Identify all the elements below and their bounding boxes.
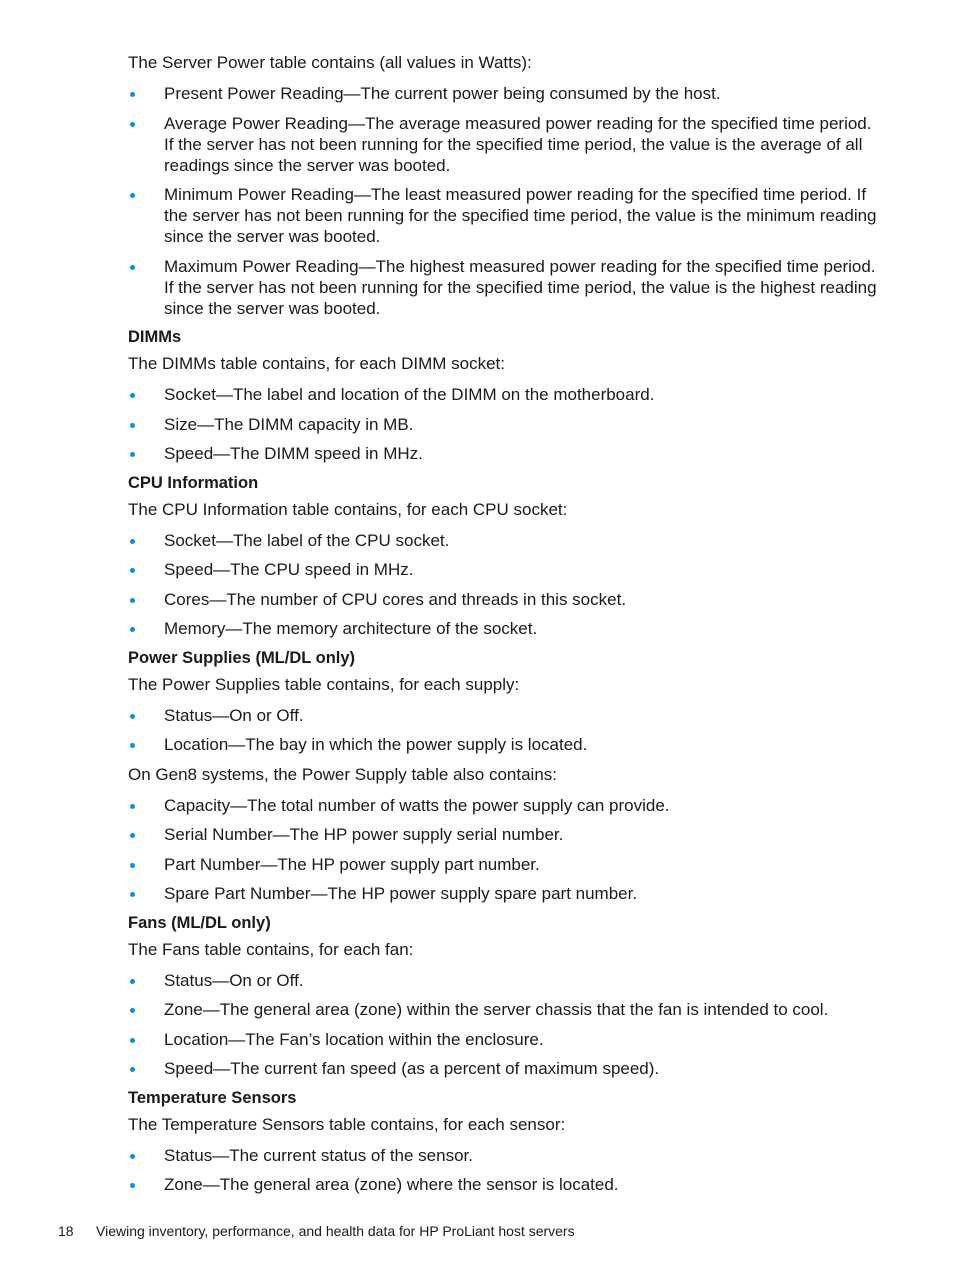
list-item: Status—The current status of the sensor.: [128, 1145, 878, 1166]
section-heading-fans: Fans (ML/DL only): [128, 913, 271, 932]
power-supplies-list: [128, 705, 878, 756]
section-heading-dimms: DIMMs: [128, 328, 182, 346]
bullet-icon: [130, 627, 135, 632]
list-item: Status—On or Off.: [128, 705, 878, 726]
bullet-icon: [130, 1038, 135, 1043]
cpu-intro: The CPU Information table contains, for each CPU socket:: [128, 499, 568, 519]
bullet-icon: [130, 598, 135, 603]
list-item: Part Number—The HP power supply part number.: [128, 854, 878, 875]
server-power-list: [128, 83, 878, 319]
bullet-icon: [130, 193, 135, 198]
bullet-icon: [130, 1154, 135, 1159]
bullet-icon: [130, 979, 135, 984]
list-item: Speed—The CPU speed in MHz.: [128, 559, 878, 580]
fans-intro: The Fans table contains, for each fan:: [128, 939, 414, 959]
bullet-icon: [130, 892, 135, 897]
bullet-icon: [130, 743, 135, 748]
bullet-icon: [130, 833, 135, 838]
page-number: 18: [58, 1223, 74, 1239]
list-item: Size—The DIMM capacity in MB.: [128, 414, 878, 435]
temperature-sensors-intro: The Temperature Sensors table contains, for each sensor:: [128, 1114, 566, 1134]
bullet-icon: [130, 1183, 135, 1188]
fans-list: [128, 970, 878, 1080]
dimms-list: [128, 384, 878, 464]
server-power-intro: The Server Power table contains (all values in Watts):: [128, 53, 532, 72]
list-item: Zone—The general area (zone) where the sensor is located.: [128, 1174, 878, 1195]
list-item: Status—On or Off.: [128, 970, 878, 991]
list-item: Memory—The memory architecture of the socket.: [128, 618, 878, 639]
bullet-icon: [130, 122, 135, 127]
list-item: Cores—The number of CPU cores and threads in this socket.: [128, 589, 878, 610]
footer-title: Viewing inventory, performance, and health data for HP ProLiant host servers: [96, 1223, 575, 1239]
bullet-icon: [130, 714, 135, 719]
list-item: Spare Part Number—The HP power supply spare part number.: [128, 883, 878, 904]
list-item: Average Power Reading—The average measured power reading for the specified time period. If the server has not been running for the specified time period, the value is the average of all readings since the server was booted.: [128, 113, 878, 176]
bullet-icon: [130, 863, 135, 868]
list-item: Speed—The current fan speed (as a percent of maximum speed).: [128, 1058, 878, 1079]
bullet-icon: [130, 568, 135, 573]
list-item: Speed—The DIMM speed in MHz.: [128, 443, 878, 464]
power-supplies-intro: The Power Supplies table contains, for each supply:: [128, 674, 520, 694]
bullet-icon: [130, 423, 135, 428]
cpu-list: [128, 530, 878, 640]
page-content: [128, 52, 878, 1204]
list-item: Present Power Reading—The current power being consumed by the host.: [128, 83, 878, 104]
power-supplies-gen8-list: [128, 795, 878, 905]
list-item: Socket—The label of the CPU socket.: [128, 530, 878, 551]
list-item: Serial Number—The HP power supply serial number.: [128, 824, 878, 845]
list-item: Zone—The general area (zone) within the server chassis that the fan is intended to cool.: [128, 999, 878, 1020]
list-item: Capacity—The total number of watts the power supply can provide.: [128, 795, 878, 816]
page-footer: [58, 1222, 575, 1240]
section-heading-temperature-sensors: Temperature Sensors: [128, 1088, 297, 1107]
power-supplies-gen8-intro: On Gen8 systems, the Power Supply table also contains:: [128, 764, 558, 784]
list-item: Maximum Power Reading—The highest measured power reading for the specified time period. If the server has not been running for the specified time period, the value is the highest reading since the server was booted.: [128, 256, 878, 319]
bullet-icon: [130, 1008, 135, 1013]
list-item: Minimum Power Reading—The least measured power reading for the specified time period. If the server has not been running for the specified time period, the value is the minimum reading since the server was booted.: [128, 184, 878, 247]
list-item: Location—The bay in which the power supply is located.: [128, 734, 878, 755]
bullet-icon: [130, 539, 135, 544]
section-heading-power-supplies: Power Supplies (ML/DL only): [128, 648, 356, 667]
bullet-icon: [130, 452, 135, 457]
temperature-sensors-list: [128, 1145, 878, 1196]
bullet-icon: [130, 92, 135, 97]
bullet-icon: [130, 265, 135, 270]
bullet-icon: [130, 393, 135, 398]
bullet-icon: [130, 1067, 135, 1072]
dimms-intro: The DIMMs table contains, for each DIMM socket:: [128, 354, 505, 373]
section-heading-cpu-information: CPU Information: [128, 473, 259, 492]
list-item: Socket—The label and location of the DIMM on the motherboard.: [128, 384, 878, 405]
list-item: Location—The Fan’s location within the enclosure.: [128, 1029, 878, 1050]
bullet-icon: [130, 804, 135, 809]
